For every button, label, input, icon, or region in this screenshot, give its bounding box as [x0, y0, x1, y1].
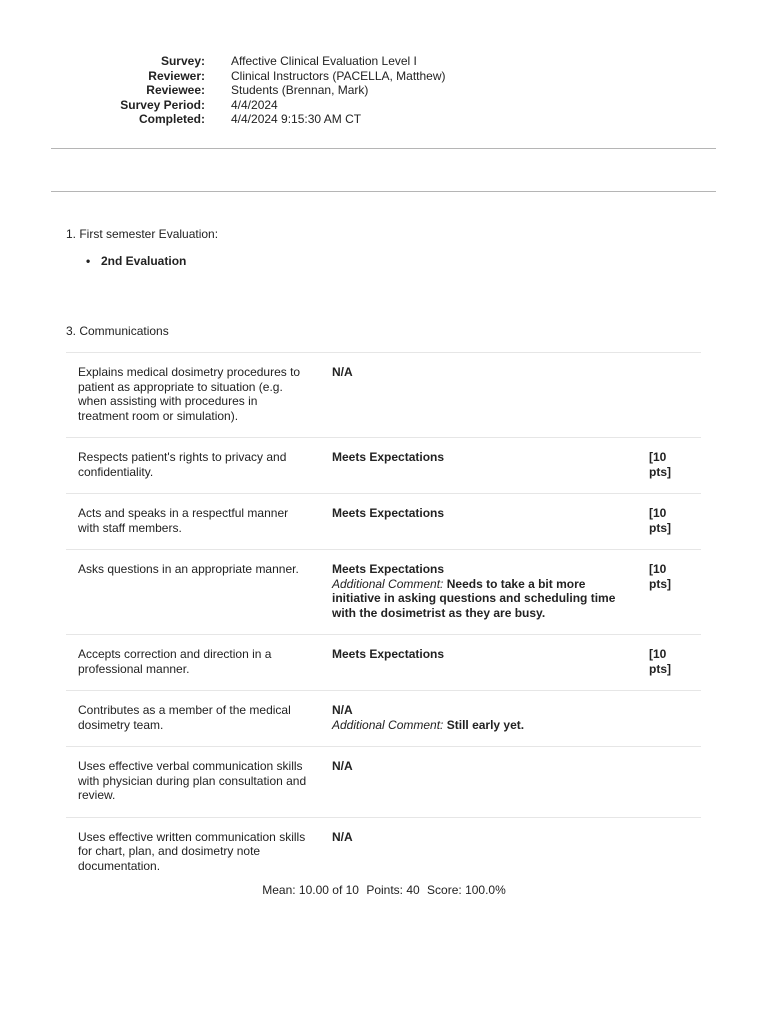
communications-table [66, 352, 701, 887]
criterion-text: Uses effective verbal communication skills with physician during plan consultation and review. [66, 747, 320, 818]
criterion-text: Explains medical dosimetry procedures to patient as appropriate to situation (e.g. when assisting with procedures in treatment room or simulation). [66, 353, 320, 438]
table-row [66, 494, 701, 550]
completed-row [0, 112, 768, 127]
reviewer-label: Reviewer: [148, 68, 205, 83]
rating-cell [320, 494, 637, 550]
rating-value: N/A [332, 759, 353, 773]
table-row [66, 817, 701, 887]
rating-value: Meets Expectations [332, 647, 445, 661]
rating-value: N/A [332, 829, 353, 844]
reviewer-value: Clinical Instructors (PACELLA, Matthew) [231, 68, 446, 83]
comment-label: Additional Comment: [332, 576, 444, 591]
period-label: Survey Period: [120, 97, 205, 112]
score-summary [0, 883, 768, 897]
reviewee-label: Reviewee: [146, 83, 205, 97]
table-row [66, 438, 701, 494]
table-row [66, 353, 701, 438]
points-text: Points: 40 [366, 883, 420, 897]
question-1-answer-text: 2nd Evaluation [101, 254, 187, 268]
divider [51, 191, 716, 192]
survey-row [0, 54, 768, 69]
rating-cell [320, 747, 637, 818]
criterion-text: Acts and speaks in a respectful manner with staff members. [66, 494, 320, 550]
rating-value: Meets Expectations [332, 450, 445, 464]
rating-value: N/A [332, 703, 353, 717]
question-3-title: 3. Communications [66, 324, 169, 338]
comment-label: Additional Comment: [332, 717, 444, 732]
comment-text: Still early yet. [446, 717, 525, 732]
survey-value: Affective Clinical Evaluation Level I [231, 54, 417, 68]
period-row [0, 98, 768, 113]
question-1-answer [86, 254, 186, 268]
divider [51, 148, 716, 149]
comment-text: Needs to take a bit more initiative in asking questions and scheduling time with the dosimetrist as they are busy. [332, 576, 616, 620]
points-cell [637, 691, 701, 747]
points-cell: [10 pts] [637, 494, 701, 550]
points-cell [637, 747, 701, 818]
points-cell: [10 pts] [637, 635, 701, 691]
rating-value: N/A [332, 365, 353, 379]
points-cell [637, 817, 701, 887]
reviewer-row [0, 69, 768, 84]
table-row [66, 747, 701, 818]
rating-value: Meets Expectations [332, 562, 445, 576]
period-value: 4/4/2024 [231, 97, 278, 112]
criterion-text: Contributes as a member of the medical dosimetry team. [66, 691, 320, 747]
completed-value: 4/4/2024 9:15:30 AM CT [231, 112, 362, 126]
survey-metadata [0, 54, 768, 127]
survey-label: Survey: [160, 54, 205, 68]
question-1-title: 1. First semester Evaluation: [66, 227, 219, 241]
rating-cell [320, 691, 637, 747]
rating-cell [320, 817, 637, 887]
criterion-text: Uses effective written communication skills for chart, plan, and dosimetry note documentation. [66, 817, 320, 887]
rating-cell [320, 438, 637, 494]
table-row [66, 691, 701, 747]
criterion-text: Asks questions in an appropriate manner. [66, 550, 320, 635]
criterion-text: Accepts correction and direction in a professional manner. [66, 635, 320, 691]
score-text: Score: 100.0% [427, 883, 506, 897]
rating-cell [320, 353, 637, 438]
table-row [66, 635, 701, 691]
reviewee-row [0, 83, 768, 98]
criterion-text: Respects patient's rights to privacy and confidentiality. [66, 438, 320, 494]
points-cell [637, 353, 701, 438]
completed-label: Completed: [139, 112, 205, 126]
bullet-icon: • [86, 254, 91, 268]
points-cell: [10 pts] [637, 438, 701, 494]
rating-cell [320, 550, 637, 635]
mean-text: Mean: 10.00 of 10 [262, 883, 359, 897]
table-row [66, 550, 701, 635]
points-cell: [10 pts] [637, 550, 701, 635]
rating-value: Meets Expectations [332, 506, 445, 520]
reviewee-value: Students (Brennan, Mark) [231, 83, 369, 97]
rating-cell [320, 635, 637, 691]
